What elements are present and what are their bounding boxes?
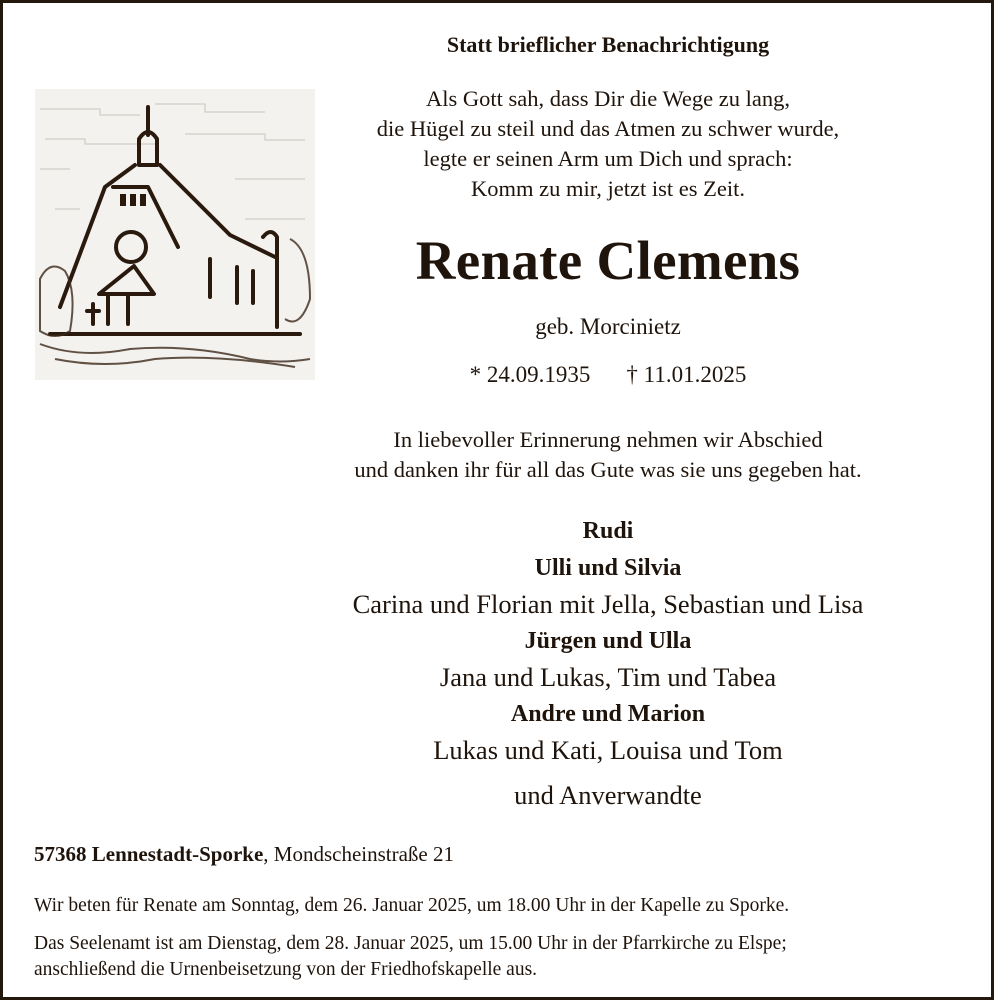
poem [303,84,913,204]
mourner-name: Jana und Lukas, Tim und Tabea [439,662,777,692]
church-sketch-image [35,89,315,380]
mourners-list [303,513,913,813]
poem-line: die Hügel zu steil und das Atmen zu schwer wurde, [376,116,840,141]
prayer-service-info: Wir beten für Renate am Sonntag, dem 26. Januar 2025, um 18.00 Uhr in der Kapelle zu Sporke. [34,895,790,916]
requiem-line: Das Seelenamt ist am Dienstag, dem 28. Januar 2025, um 15.00 Uhr in der Pfarrkirche zu Elspe; [34,933,787,954]
mourner-name: Lukas und Kati, Louisa und Tom [433,735,783,765]
birth-date: * 24.09.1935 [469,362,591,387]
poem-line: Komm zu mir, jetzt ist es Zeit. [470,176,746,201]
maiden-name: geb. Morcinietz [535,314,681,339]
address-street: , Mondscheinstraße 21 [263,842,454,866]
mourner-name: Carina und Florian mit Jella, Sebastian und Lisa [352,589,864,619]
requiem-info [34,931,787,983]
life-dates [303,362,913,388]
death-date: † 11.01.2025 [626,362,747,387]
notice-header: Statt brieflicher Benachrichtigung [446,32,770,57]
farewell-line: und danken ihr für all das Gute was sie uns gegeben hat. [354,457,862,482]
farewell-line: In liebevoller Erinnerung nehmen wir Abschied [393,427,823,452]
mourner-name: Andre und Marion [510,700,706,727]
church-icon [35,89,315,380]
poem-line: legte er seinen Arm um Dich und sprach: [423,146,793,171]
mourner-name: Ulli und Silvia [534,554,682,581]
relatives-line: und Anverwandte [514,779,702,810]
family-address [34,842,454,867]
urn-burial-line: anschließend die Urnenbeisetzung von der Friedhofskapelle aus. [34,959,538,980]
deceased-name: Renate Clemens [415,230,801,291]
address-city: 57368 Lennestadt-Sporke [34,842,264,866]
mourner-name: Jürgen und Ulla [524,627,692,654]
farewell-text [303,425,913,485]
mourner-name: Rudi [582,518,634,544]
poem-line: Als Gott sah, dass Dir die Wege zu lang, [426,86,790,111]
